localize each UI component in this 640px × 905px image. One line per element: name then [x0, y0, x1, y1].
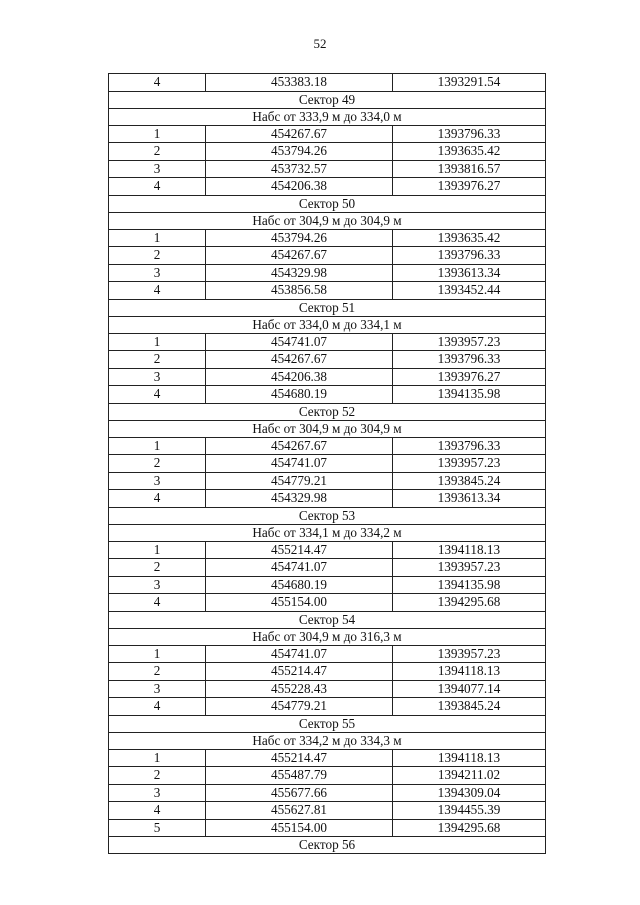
sector-height-range: Набс от 304,9 м до 316,3 м	[109, 628, 546, 645]
sector-height-range-row	[109, 316, 546, 333]
x-coordinate-cell: 454741.07	[206, 559, 393, 577]
point-number-cell: 4	[109, 74, 206, 92]
y-coordinate-cell: 1394135.98	[393, 386, 546, 404]
x-coordinate-cell: 455677.66	[206, 784, 393, 802]
y-coordinate-cell: 1393957.23	[393, 559, 546, 577]
point-number-cell: 2	[109, 351, 206, 369]
table-row	[109, 663, 546, 681]
sector-height-range-row	[109, 108, 546, 125]
table-row	[109, 576, 546, 594]
sector-title: Сектор 49	[109, 91, 546, 108]
table-row	[109, 264, 546, 282]
x-coordinate-cell: 453383.18	[206, 74, 393, 92]
x-coordinate-cell: 454741.07	[206, 455, 393, 473]
y-coordinate-cell: 1393816.57	[393, 160, 546, 178]
point-number-cell: 2	[109, 663, 206, 681]
point-number-cell: 2	[109, 455, 206, 473]
table-row	[109, 247, 546, 265]
y-coordinate-cell: 1393613.34	[393, 264, 546, 282]
x-coordinate-cell: 454680.19	[206, 386, 393, 404]
table-row	[109, 125, 546, 143]
table-row	[109, 455, 546, 473]
point-number-cell: 2	[109, 247, 206, 265]
point-number-cell: 2	[109, 767, 206, 785]
y-coordinate-cell: 1393976.27	[393, 178, 546, 196]
table-row	[109, 333, 546, 351]
x-coordinate-cell: 454206.38	[206, 368, 393, 386]
x-coordinate-cell: 455154.00	[206, 594, 393, 612]
sector-height-range: Набс от 334,1 м до 334,2 м	[109, 524, 546, 541]
x-coordinate-cell: 454329.98	[206, 264, 393, 282]
table-row	[109, 472, 546, 490]
point-number-cell: 4	[109, 698, 206, 716]
y-coordinate-cell: 1393957.23	[393, 645, 546, 663]
y-coordinate-cell: 1394118.13	[393, 749, 546, 767]
sector-height-range-row	[109, 420, 546, 437]
point-number-cell: 1	[109, 749, 206, 767]
point-number-cell: 1	[109, 333, 206, 351]
sector-height-range: Набс от 334,0 м до 334,1 м	[109, 316, 546, 333]
x-coordinate-cell: 455214.47	[206, 749, 393, 767]
sector-title: Сектор 54	[109, 611, 546, 628]
table-row	[109, 160, 546, 178]
y-coordinate-cell: 1394295.68	[393, 819, 546, 837]
table-row	[109, 749, 546, 767]
point-number-cell: 4	[109, 490, 206, 508]
coordinates-table	[108, 73, 546, 854]
table-row	[109, 229, 546, 247]
y-coordinate-cell: 1393957.23	[393, 333, 546, 351]
table-row	[109, 767, 546, 785]
point-number-cell: 3	[109, 368, 206, 386]
y-coordinate-cell: 1394118.13	[393, 663, 546, 681]
x-coordinate-cell: 453794.26	[206, 143, 393, 161]
x-coordinate-cell: 454779.21	[206, 472, 393, 490]
sector-height-range-row	[109, 628, 546, 645]
point-number-cell: 1	[109, 541, 206, 559]
table-row	[109, 178, 546, 196]
sector-title: Сектор 51	[109, 299, 546, 316]
y-coordinate-cell: 1393845.24	[393, 472, 546, 490]
table-row	[109, 282, 546, 300]
x-coordinate-cell: 453732.57	[206, 160, 393, 178]
x-coordinate-cell: 453794.26	[206, 229, 393, 247]
y-coordinate-cell: 1393796.33	[393, 125, 546, 143]
point-number-cell: 3	[109, 472, 206, 490]
sector-title: Сектор 56	[109, 837, 546, 854]
sector-height-range-row	[109, 212, 546, 229]
coordinates-table-body	[109, 74, 546, 854]
x-coordinate-cell: 454267.67	[206, 247, 393, 265]
sector-title: Сектор 52	[109, 403, 546, 420]
table-row	[109, 351, 546, 369]
sector-title: Сектор 50	[109, 195, 546, 212]
page-number: 52	[313, 36, 327, 51]
y-coordinate-cell: 1394295.68	[393, 594, 546, 612]
x-coordinate-cell: 454267.67	[206, 437, 393, 455]
y-coordinate-cell: 1393957.23	[393, 455, 546, 473]
table-row	[109, 645, 546, 663]
table-row	[109, 559, 546, 577]
point-number-cell: 3	[109, 576, 206, 594]
y-coordinate-cell: 1394455.39	[393, 802, 546, 820]
point-number-cell: 3	[109, 784, 206, 802]
sector-title-row	[109, 507, 546, 524]
table-row	[109, 74, 546, 92]
x-coordinate-cell: 455214.47	[206, 663, 393, 681]
table-row	[109, 802, 546, 820]
y-coordinate-cell: 1393635.42	[393, 229, 546, 247]
table-row	[109, 490, 546, 508]
point-number-cell: 1	[109, 125, 206, 143]
point-number-cell: 4	[109, 282, 206, 300]
table-row	[109, 368, 546, 386]
table-row	[109, 541, 546, 559]
y-coordinate-cell: 1393796.33	[393, 247, 546, 265]
sector-title-row	[109, 611, 546, 628]
x-coordinate-cell: 455154.00	[206, 819, 393, 837]
table-row	[109, 784, 546, 802]
sector-title: Сектор 55	[109, 715, 546, 732]
point-number-cell: 1	[109, 645, 206, 663]
y-coordinate-cell: 1393796.33	[393, 351, 546, 369]
point-number-cell: 5	[109, 819, 206, 837]
y-coordinate-cell: 1393613.34	[393, 490, 546, 508]
point-number-cell: 3	[109, 680, 206, 698]
y-coordinate-cell: 1394077.14	[393, 680, 546, 698]
y-coordinate-cell: 1393635.42	[393, 143, 546, 161]
table-row	[109, 698, 546, 716]
sector-title-row	[109, 91, 546, 108]
y-coordinate-cell: 1393796.33	[393, 437, 546, 455]
sector-title-row	[109, 403, 546, 420]
sector-title-row	[109, 715, 546, 732]
sector-height-range-row	[109, 524, 546, 541]
y-coordinate-cell: 1394135.98	[393, 576, 546, 594]
table-row	[109, 437, 546, 455]
x-coordinate-cell: 454267.67	[206, 351, 393, 369]
sector-height-range: Набс от 304,9 м до 304,9 м	[109, 212, 546, 229]
point-number-cell: 1	[109, 437, 206, 455]
y-coordinate-cell: 1393452.44	[393, 282, 546, 300]
x-coordinate-cell: 454779.21	[206, 698, 393, 716]
point-number-cell: 4	[109, 802, 206, 820]
sector-height-range: Набс от 334,2 м до 334,3 м	[109, 732, 546, 749]
point-number-cell: 1	[109, 229, 206, 247]
y-coordinate-cell: 1393845.24	[393, 698, 546, 716]
point-number-cell: 2	[109, 559, 206, 577]
point-number-cell: 4	[109, 594, 206, 612]
sector-title: Сектор 53	[109, 507, 546, 524]
table-row	[109, 819, 546, 837]
y-coordinate-cell: 1393291.54	[393, 74, 546, 92]
y-coordinate-cell: 1394211.02	[393, 767, 546, 785]
x-coordinate-cell: 455487.79	[206, 767, 393, 785]
sector-height-range: Набс от 304,9 м до 304,9 м	[109, 420, 546, 437]
x-coordinate-cell: 454267.67	[206, 125, 393, 143]
y-coordinate-cell: 1394309.04	[393, 784, 546, 802]
sector-height-range: Набс от 333,9 м до 334,0 м	[109, 108, 546, 125]
x-coordinate-cell: 455627.81	[206, 802, 393, 820]
x-coordinate-cell: 454206.38	[206, 178, 393, 196]
table-row	[109, 386, 546, 404]
sector-title-row	[109, 195, 546, 212]
x-coordinate-cell: 454741.07	[206, 645, 393, 663]
point-number-cell: 4	[109, 386, 206, 404]
x-coordinate-cell: 454741.07	[206, 333, 393, 351]
x-coordinate-cell: 455228.43	[206, 680, 393, 698]
point-number-cell: 4	[109, 178, 206, 196]
x-coordinate-cell: 455214.47	[206, 541, 393, 559]
point-number-cell: 2	[109, 143, 206, 161]
table-row	[109, 143, 546, 161]
x-coordinate-cell: 454680.19	[206, 576, 393, 594]
x-coordinate-cell: 454329.98	[206, 490, 393, 508]
sector-title-row	[109, 837, 546, 854]
sector-title-row	[109, 299, 546, 316]
y-coordinate-cell: 1394118.13	[393, 541, 546, 559]
sector-height-range-row	[109, 732, 546, 749]
point-number-cell: 3	[109, 160, 206, 178]
y-coordinate-cell: 1393976.27	[393, 368, 546, 386]
table-row	[109, 594, 546, 612]
point-number-cell: 3	[109, 264, 206, 282]
table-row	[109, 680, 546, 698]
x-coordinate-cell: 453856.58	[206, 282, 393, 300]
